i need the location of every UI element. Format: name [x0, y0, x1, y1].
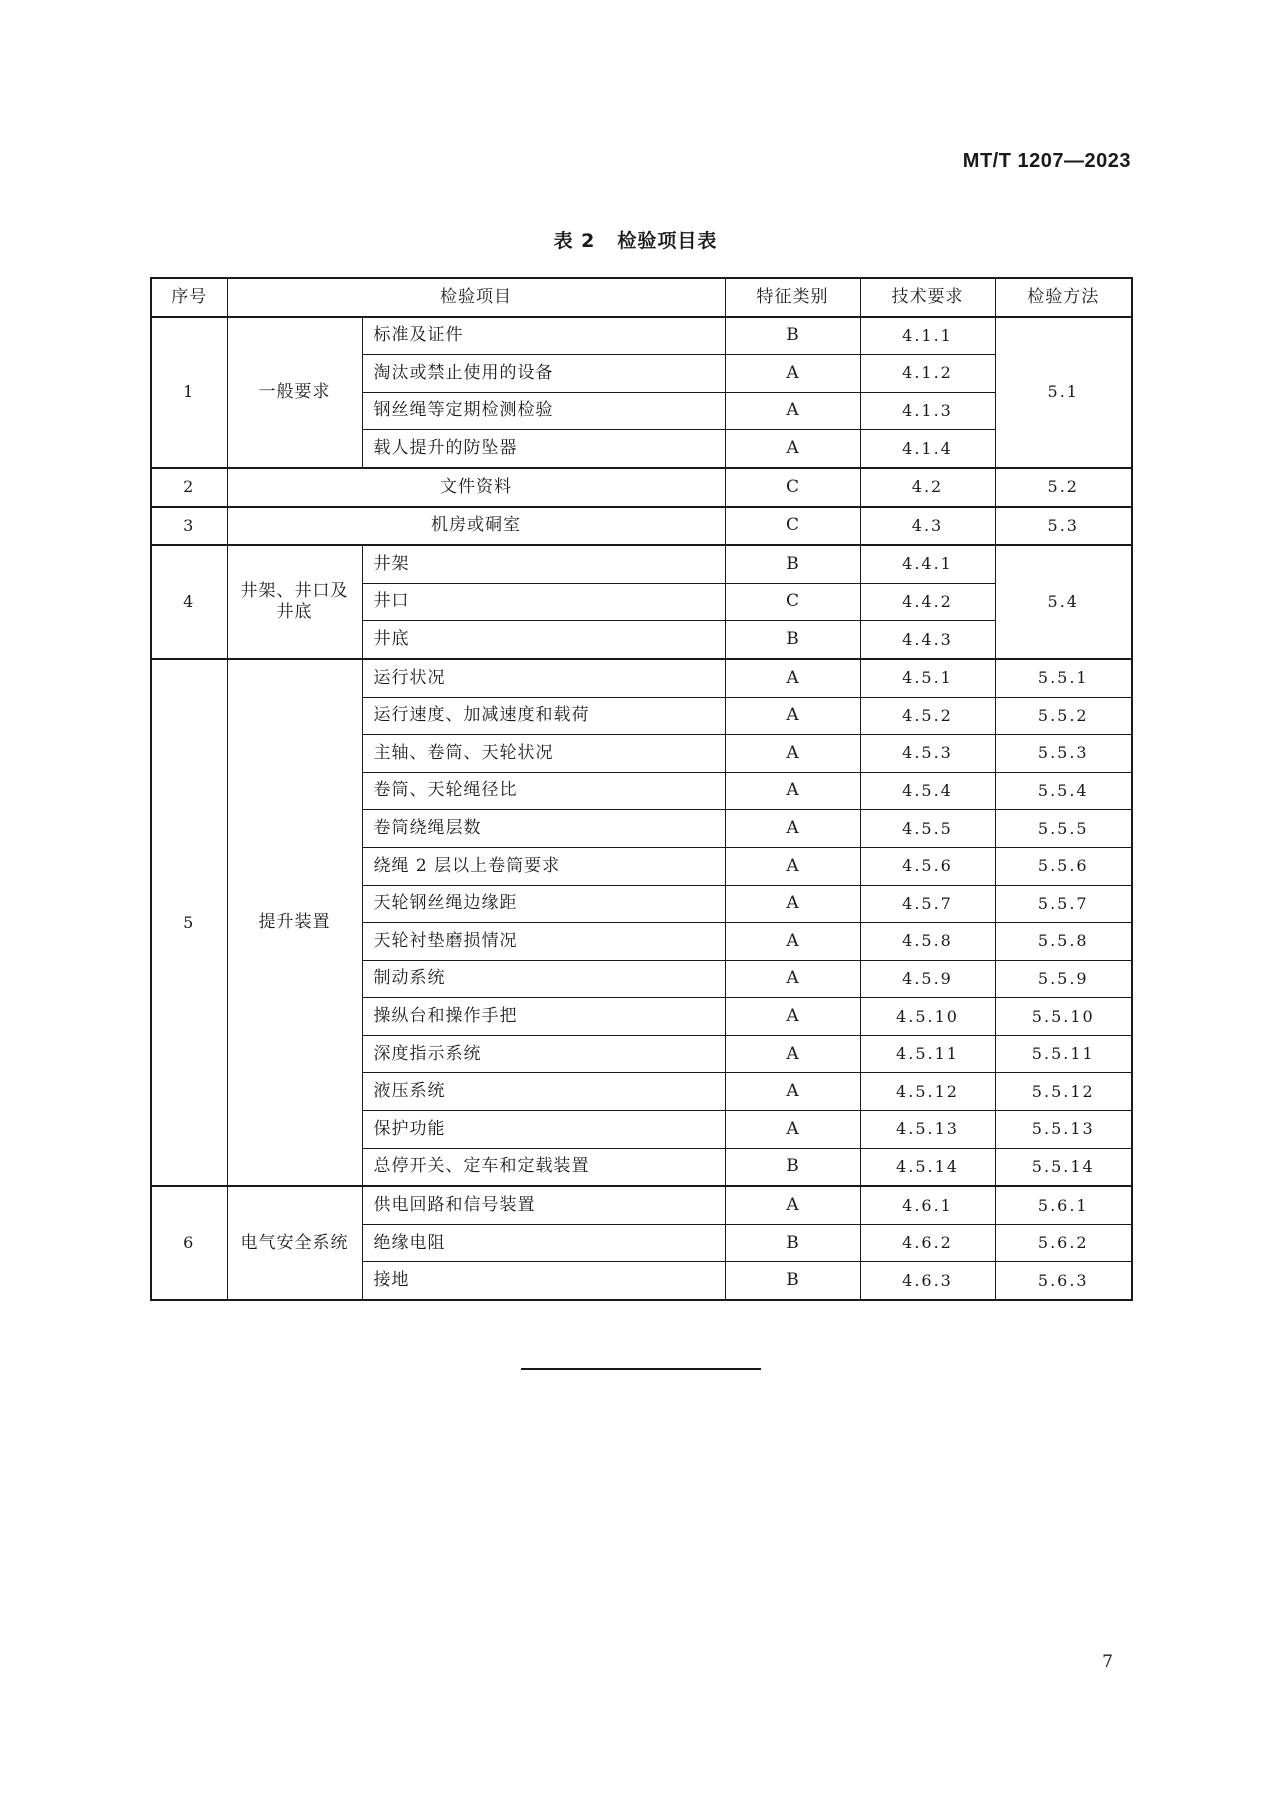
item-name: 天轮衬垫磨损情况 [362, 923, 725, 961]
group-name: 电气安全系统 [227, 1186, 362, 1300]
page-number: 7 [1102, 1652, 1113, 1672]
item-method: 5.5.2 [995, 697, 1132, 735]
item-method: 5.5.6 [995, 847, 1132, 885]
group-seq: 1 [151, 317, 227, 468]
inspection-items-table [150, 277, 1133, 1301]
item-method: 5.5.1 [995, 659, 1132, 697]
item-method: 5.5.7 [995, 885, 1132, 923]
item-method: 5.5.9 [995, 960, 1132, 998]
item-name: 卷筒、天轮绳径比 [362, 772, 725, 810]
item-name: 井底 [362, 621, 725, 659]
item-name: 钢丝绳等定期检测检验 [362, 392, 725, 430]
group-seq: 2 [151, 468, 227, 507]
item-requirement: 4.5.6 [860, 847, 995, 885]
item-category: A [725, 355, 860, 393]
item-method: 5.5.5 [995, 810, 1132, 848]
item-requirement: 4.4.2 [860, 583, 995, 621]
item-name: 保护功能 [362, 1111, 725, 1149]
item-name: 制动系统 [362, 960, 725, 998]
item-name: 卷筒绕绳层数 [362, 810, 725, 848]
group-method: 5.2 [995, 468, 1132, 507]
item-category: A [725, 998, 860, 1036]
group-seq: 5 [151, 659, 227, 1186]
table-caption [0, 226, 1271, 253]
item-category: A [725, 772, 860, 810]
item-method: 5.5.8 [995, 923, 1132, 961]
item-category: B [725, 545, 860, 583]
item-method: 5.5.13 [995, 1111, 1132, 1149]
item-requirement: 4.5.5 [860, 810, 995, 848]
header-seq: 序号 [151, 278, 227, 317]
item-requirement: 4.5.9 [860, 960, 995, 998]
item-requirement: 4.5.11 [860, 1035, 995, 1073]
item-category: A [725, 1035, 860, 1073]
item-requirement: 4.6.1 [860, 1186, 995, 1224]
item-requirement: 4.5.7 [860, 885, 995, 923]
item-method: 5.5.12 [995, 1073, 1132, 1111]
item-name: 绝缘电阻 [362, 1224, 725, 1262]
group-seq: 6 [151, 1186, 227, 1300]
item-category: B [725, 317, 860, 355]
group-name-line1: 井架、井口及 [240, 580, 349, 601]
item-name: 液压系统 [362, 1073, 725, 1111]
item-requirement: 4.5.13 [860, 1111, 995, 1149]
item-category: B [725, 1148, 860, 1186]
item-method: 5.5.10 [995, 998, 1132, 1036]
item-name: 标准及证件 [362, 317, 725, 355]
item-name: 载人提升的防坠器 [362, 430, 725, 468]
item-requirement: 4.6.3 [860, 1262, 995, 1300]
item-category: B [725, 1224, 860, 1262]
group-name-line2: 井底 [276, 602, 313, 623]
item-name: 运行速度、加减速度和载荷 [362, 697, 725, 735]
table-row [151, 659, 1132, 697]
item-method: 5.6.3 [995, 1262, 1132, 1300]
item-category: B [725, 1262, 860, 1300]
table-caption-text: 检验项目表 [617, 230, 718, 252]
item-name: 总停开关、定车和定载装置 [362, 1148, 725, 1186]
item-requirement: 4.6.2 [860, 1224, 995, 1262]
item-requirement: 4.5.12 [860, 1073, 995, 1111]
item-name: 深度指示系统 [362, 1035, 725, 1073]
item-name: 绕绳 2 层以上卷筒要求 [362, 847, 725, 885]
group-seq: 4 [151, 545, 227, 659]
item-category: A [725, 885, 860, 923]
item-category: B [725, 621, 860, 659]
group-name [227, 545, 362, 659]
item-method: 5.5.4 [995, 772, 1132, 810]
item-name: 供电回路和信号装置 [362, 1186, 725, 1224]
table-row [151, 1186, 1132, 1224]
group-name: 文件资料 [227, 468, 725, 507]
item-method: 5.5.3 [995, 735, 1132, 773]
item-category: A [725, 430, 860, 468]
table-row [151, 317, 1132, 355]
item-requirement: 4.4.3 [860, 621, 995, 659]
item-method: 5.5.14 [995, 1148, 1132, 1186]
group-method: 5.4 [995, 545, 1132, 659]
header-method: 检验方法 [995, 278, 1132, 317]
table-header-row [151, 278, 1132, 317]
item-requirement: 4.1.4 [860, 430, 995, 468]
item-name: 井口 [362, 583, 725, 621]
item-category: A [725, 1186, 860, 1224]
item-requirement: 4.1.2 [860, 355, 995, 393]
end-of-document-rule [521, 1368, 761, 1370]
item-requirement: 4.5.3 [860, 735, 995, 773]
item-name: 天轮钢丝绳边缘距 [362, 885, 725, 923]
table-caption-label: 表 2 [553, 230, 596, 252]
item-requirement: 4.5.8 [860, 923, 995, 961]
item-requirement: 4.4.1 [860, 545, 995, 583]
header-item: 检验项目 [227, 278, 725, 317]
table-row [151, 468, 1132, 507]
item-method: 5.6.2 [995, 1224, 1132, 1262]
item-category: A [725, 810, 860, 848]
item-requirement: 4.5.14 [860, 1148, 995, 1186]
item-method: 5.6.1 [995, 1186, 1132, 1224]
item-requirement: 4.1.3 [860, 392, 995, 430]
table-row [151, 507, 1132, 546]
item-category: A [725, 697, 860, 735]
item-method: 5.5.11 [995, 1035, 1132, 1073]
item-category: A [725, 735, 860, 773]
item-name: 运行状况 [362, 659, 725, 697]
header-category: 特征类别 [725, 278, 860, 317]
table-row [151, 545, 1132, 583]
group-name: 一般要求 [227, 317, 362, 468]
item-category: A [725, 659, 860, 697]
item-category: A [725, 847, 860, 885]
item-category: C [725, 583, 860, 621]
item-category: A [725, 1111, 860, 1149]
group-seq: 3 [151, 507, 227, 546]
standard-code: MT/T 1207—2023 [962, 150, 1131, 172]
item-name: 接地 [362, 1262, 725, 1300]
item-name: 操纵台和操作手把 [362, 998, 725, 1036]
group-method: 5.3 [995, 507, 1132, 546]
item-requirement: 4.5.4 [860, 772, 995, 810]
group-method: 5.1 [995, 317, 1132, 468]
item-requirement: 4.3 [860, 507, 995, 546]
item-name: 井架 [362, 545, 725, 583]
item-requirement: 4.1.1 [860, 317, 995, 355]
item-category: A [725, 960, 860, 998]
header-requirement: 技术要求 [860, 278, 995, 317]
item-name: 淘汰或禁止使用的设备 [362, 355, 725, 393]
item-category: A [725, 923, 860, 961]
item-name: 主轴、卷筒、天轮状况 [362, 735, 725, 773]
item-category: A [725, 1073, 860, 1111]
item-requirement: 4.5.1 [860, 659, 995, 697]
group-name: 机房或硐室 [227, 507, 725, 546]
item-category: A [725, 392, 860, 430]
item-category: C [725, 507, 860, 546]
group-name: 提升装置 [227, 659, 362, 1186]
item-requirement: 4.5.2 [860, 697, 995, 735]
item-requirement: 4.2 [860, 468, 995, 507]
item-requirement: 4.5.10 [860, 998, 995, 1036]
item-category: C [725, 468, 860, 507]
